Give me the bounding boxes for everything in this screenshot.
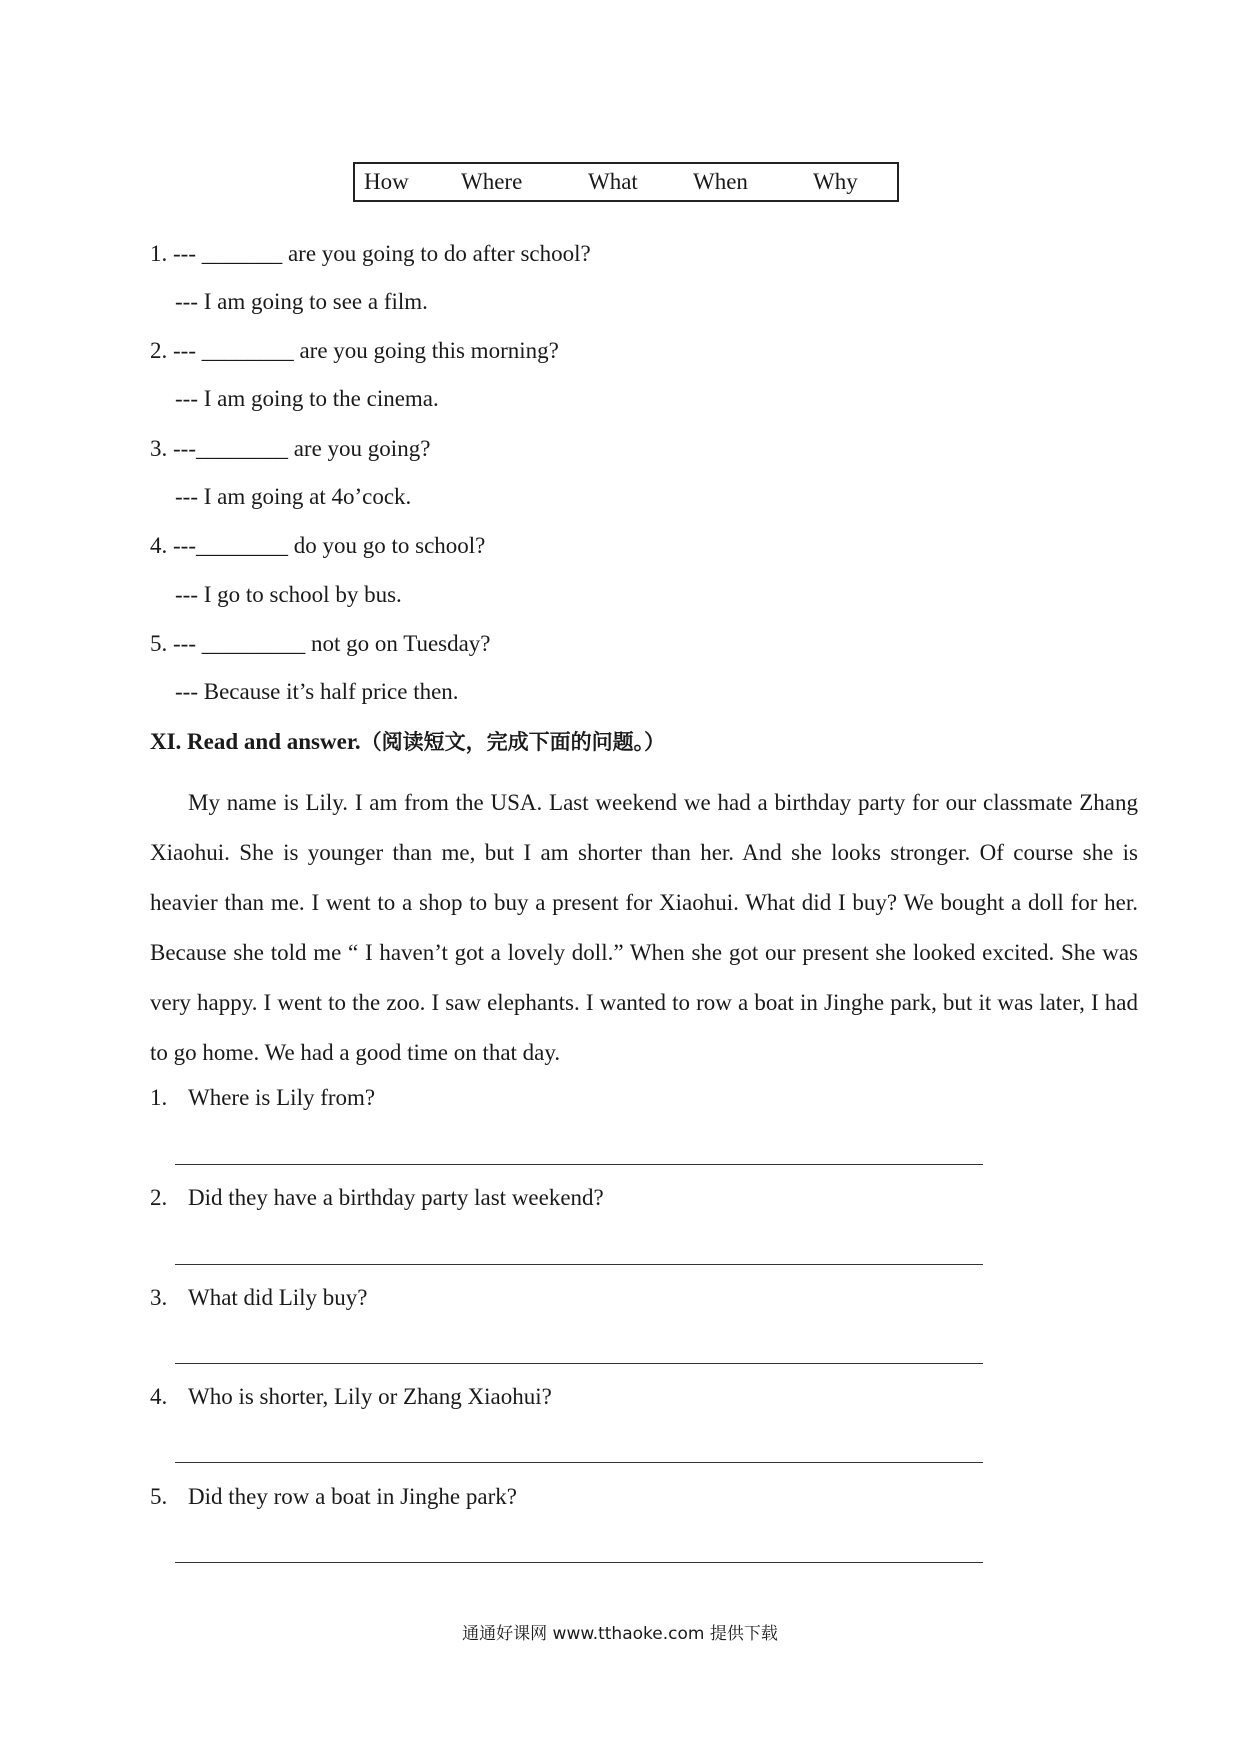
- reading-passage: My name is Lily. I am from the USA. Last weekend we had a birthday party for our classmate Zhang Xiaohui. She is younger than me, but I am shorter than her. And she looks stronger. Of course she is heavier than me. I went to a shop to buy a present for Xiaohui. What did I buy? We bought a doll for her. Because she told me “ I haven’t got a lovely doll.” When she got our present she looked excited. She was very happy. I went to the zoo. I saw elephants. I wanted to row a boat in Jinghe park, but it was later, I had to go home. We had a good time on that day.: [150, 790, 1138, 1065]
- question-text: Who is shorter, Lily or Zhang Xiaohui?: [188, 1384, 552, 1409]
- comprehension-question-3: [150, 1285, 368, 1311]
- answer-line-3[interactable]: [175, 1363, 983, 1364]
- comprehension-question-2: [150, 1185, 604, 1211]
- section-title-cn: （阅读短文，完成下面的问题。）: [360, 730, 666, 754]
- fill-in-answer-1: --- I am going to see a film.: [175, 289, 428, 314]
- fill-in-question-2: 2. --- ________ are you going this morning?: [150, 338, 559, 363]
- word-bank-item: How: [364, 169, 409, 194]
- fill-in-answer-3: --- I am going at 4o’cock.: [175, 484, 412, 509]
- comprehension-question-1: [150, 1085, 375, 1111]
- question-text: Did they have a birthday party last weekend?: [188, 1185, 604, 1210]
- question-text: Did they row a boat in Jinghe park?: [188, 1484, 517, 1509]
- question-number: 4.: [150, 1384, 168, 1409]
- answer-line-2[interactable]: [175, 1264, 983, 1265]
- question-number: 2.: [150, 1185, 168, 1210]
- answer-line-5[interactable]: [175, 1562, 983, 1563]
- fill-in-question-5: 5. --- _________ not go on Tuesday?: [150, 631, 491, 656]
- word-bank-item: When: [693, 169, 748, 194]
- fill-in-question-3: 3. ---________ are you going?: [150, 436, 431, 461]
- comprehension-question-5: [150, 1484, 517, 1510]
- word-bank-item: Where: [461, 169, 523, 194]
- word-bank: [353, 162, 899, 202]
- answer-line-4[interactable]: [175, 1462, 983, 1463]
- fill-in-answer-2: --- I am going to the cinema.: [175, 386, 439, 411]
- question-text: What did Lily buy?: [188, 1285, 368, 1310]
- word-bank-item: What: [588, 169, 638, 194]
- section-heading: [150, 726, 665, 756]
- word-bank-item: Why: [813, 169, 858, 194]
- fill-in-answer-5: --- Because it’s half price then.: [175, 679, 459, 704]
- answer-line-1[interactable]: [175, 1164, 983, 1165]
- question-number: 1.: [150, 1085, 168, 1110]
- section-title-en: XI. Read and answer.: [150, 729, 361, 754]
- question-text: Where is Lily from?: [188, 1085, 376, 1110]
- question-number: 3.: [150, 1285, 168, 1310]
- page-footer: 通通好课网 www.tthaoke.com 提供下载: [462, 1624, 778, 1644]
- fill-in-answer-4: --- I go to school by bus.: [175, 582, 402, 607]
- question-number: 5.: [150, 1484, 168, 1509]
- fill-in-question-1: 1. --- _______ are you going to do after school?: [150, 241, 591, 266]
- comprehension-question-4: [150, 1384, 552, 1410]
- fill-in-question-4: 4. ---________ do you go to school?: [150, 533, 486, 558]
